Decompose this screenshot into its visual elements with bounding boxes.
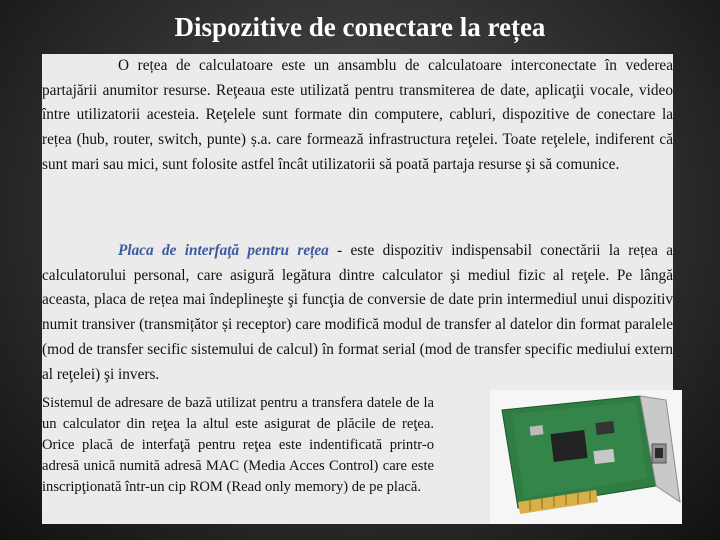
paragraph-mac-address: Sistemul de adresare de bază utilizat pentru a transfera datele de la un calculator din reţea la altul este asigurat de plăcile de reţea. Orice placă de interfaţă pentru reţea este indentificată printr-o adresă unică numită adresă MAC (Media Acces Control) care este inscripţionată într-un cip ROM (Read only memory) de pe placă. — [42, 395, 434, 495]
paragraph-network-card — [42, 239, 673, 387]
network-card-image — [490, 390, 682, 524]
network-card-description: - este dispozitiv indispensabil conectării la rețea a calculatorului personal, care asigură legătura dintre calculator şi mediul fizic al reţele. Pe lângă aceasta, placa de rețea mai îndeplineşte şi funcţia de conversie de date prin intermediul unui dispozitiv numit transiver (transmițător și receptor) care modifică modul de transfer al datelor din format paralele (mod de transfer secific sistemului de calcul) în format serial (mod de transfer specific mediului extern al reţelei) şi invers. — [42, 242, 673, 383]
page-title: Dispozitive de conectare la rețea — [174, 12, 546, 42]
network-card-icon — [490, 390, 682, 524]
content-panel — [42, 54, 673, 524]
network-card-term: Placa de interfaţă pentru rețea — [118, 242, 329, 259]
paragraph-intro: O rețea de calculatoare este un ansamblu de calculatoare interconectate în vederea partajării anumitor resurse. Reţeaua este utilizată pentru transmiterea de date, aplicaţii vocale, video între utilizatorii acesteia. Reţelele sunt formate din computere, cabluri, dispozitive de conectare la rețea (hub, router, switch, punte) ș.a. care formează infrastructura reţelei. Toate reţelele, indiferent că sunt mari sau mici, sunt folosite astfel încât utilizatorii să poată partaja resurse şi să comunice. — [42, 57, 673, 173]
